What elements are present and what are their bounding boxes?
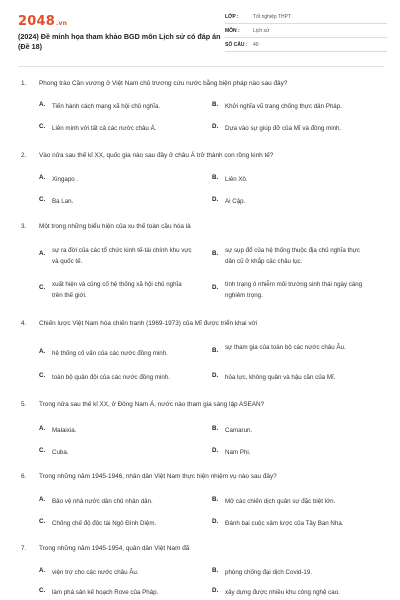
- option-letter: D.: [212, 196, 219, 203]
- option-letter: D.: [212, 372, 219, 379]
- option-text: Camarun.: [225, 427, 253, 434]
- meta-row-count: [225, 38, 387, 52]
- site-logo[interactable]: 2048.vn: [18, 14, 68, 29]
- question-text: Trong những năm 1945-1954, quân dân Việt Nam đã: [39, 545, 190, 552]
- option-c[interactable]: [39, 279, 192, 301]
- option-c[interactable]: [39, 518, 212, 529]
- option-text: tình trạng ô nhiễm môi trường sinh thái ngày càng nghiêm trọng.: [225, 281, 363, 299]
- option-d[interactable]: [212, 447, 365, 458]
- option-text: hỏa lực, không quân và hậu cần của Mĩ.: [225, 374, 336, 381]
- option-text: Liên Xô.: [225, 176, 248, 183]
- option-letter: B.: [212, 567, 219, 574]
- option-letter: D.: [212, 123, 219, 130]
- option-c[interactable]: [39, 447, 192, 458]
- option-letter: C.: [39, 518, 46, 525]
- question-text: Phong trào Cần vương ở Việt Nam chủ trương cứu nước bằng biện pháp nào sau đây?: [39, 80, 288, 87]
- option-text: Xingapo .: [52, 176, 79, 183]
- option-text: Bảo vệ nhà nước dân chủ nhân dân.: [52, 498, 153, 505]
- question-number: 4.: [21, 320, 27, 327]
- option-a[interactable]: [39, 348, 212, 359]
- option-d[interactable]: [212, 123, 365, 134]
- option-letter: C.: [39, 587, 46, 594]
- option-letter: A.: [39, 425, 46, 432]
- option-text: Ai Cập.: [225, 198, 246, 205]
- option-text: Đánh bại cuộc xâm lược của Tây Ban Nha.: [225, 520, 344, 527]
- meta-label: SỐ CÂU :: [225, 41, 248, 48]
- option-letter: B.: [212, 250, 219, 257]
- option-letter: D.: [212, 518, 219, 525]
- option-a[interactable]: [39, 245, 192, 267]
- document-header: [0, 0, 400, 62]
- option-text: Cuba.: [52, 449, 69, 456]
- option-letter: B.: [212, 425, 219, 432]
- option-a[interactable]: [39, 174, 192, 185]
- option-d[interactable]: [212, 372, 385, 383]
- option-a[interactable]: [39, 567, 212, 578]
- option-text: Dựa vào sự giúp đỡ của Mĩ và đồng minh.: [225, 125, 342, 132]
- meta-label: MÔN :: [225, 27, 240, 34]
- option-b[interactable]: [212, 425, 365, 436]
- option-text: Nam Phi.: [225, 449, 251, 456]
- option-b[interactable]: [212, 496, 395, 507]
- question-stem: [21, 473, 277, 480]
- option-letter: A.: [39, 348, 46, 355]
- option-b[interactable]: [212, 174, 365, 185]
- question-number: 2.: [21, 152, 27, 159]
- meta-row-subject: [225, 24, 387, 38]
- option-text: sự tham gia của toàn bộ các nước châu Âu.: [225, 344, 346, 351]
- option-b[interactable]: [212, 567, 395, 578]
- option-text: xây dựng được nhiều khu công nghệ cao.: [225, 589, 340, 596]
- option-letter: A.: [39, 567, 46, 574]
- question-stem: [21, 320, 257, 327]
- question-text: Một trong những biểu hiện của xu thế toàn cầu hóa là: [39, 223, 191, 230]
- option-letter: D.: [212, 447, 219, 454]
- option-b[interactable]: [212, 342, 365, 354]
- option-text: viện trợ cho các nước châu Âu.: [52, 569, 139, 576]
- option-letter: C.: [39, 196, 46, 203]
- question-number: 7.: [21, 545, 27, 552]
- option-a[interactable]: [39, 496, 212, 507]
- option-letter: D.: [212, 587, 219, 594]
- question-stem: [21, 152, 273, 159]
- option-letter: C.: [39, 123, 46, 130]
- question-stem: [21, 401, 264, 408]
- exam-meta: [225, 10, 387, 52]
- option-d[interactable]: [212, 196, 365, 207]
- meta-label: LỚP :: [225, 13, 239, 20]
- question-stem: [21, 80, 287, 87]
- question-text: Trong nửa sau thế kỉ XX, ở Đông Nam Á, nước nào tham gia sáng lập ASEAN?: [39, 401, 265, 408]
- option-d[interactable]: [212, 587, 395, 598]
- option-text: phòng chống đại dịch Covid-19.: [225, 569, 313, 576]
- option-letter: A.: [39, 174, 46, 181]
- option-text: Tiến hành cách mạng xã hội chủ nghĩa.: [52, 103, 161, 110]
- option-letter: A.: [39, 250, 46, 257]
- option-c[interactable]: [39, 372, 212, 383]
- question-number: 6.: [21, 473, 27, 480]
- page-title: (2024) Đề minh họa tham khảo BGD môn Lịch sử có đáp án (Đề 18): [18, 32, 221, 51]
- meta-value: Lịch sử: [253, 27, 270, 34]
- option-text: Ba Lan.: [52, 198, 74, 205]
- header-divider: [18, 66, 384, 67]
- option-c[interactable]: [39, 196, 192, 207]
- option-text: làm phá sản kế hoạch Rove của Pháp.: [52, 589, 159, 596]
- option-letter: B.: [212, 174, 219, 181]
- question-stem: [21, 223, 191, 230]
- question-number: 3.: [21, 223, 27, 230]
- option-a[interactable]: [39, 101, 192, 112]
- option-letter: D.: [212, 284, 219, 291]
- option-text: sự sụp đổ của hệ thống thuộc địa chủ nghĩa thực dân cũ ở khắp các châu lục.: [225, 247, 360, 265]
- option-letter: A.: [39, 496, 46, 503]
- option-b[interactable]: [212, 245, 365, 267]
- option-d[interactable]: [212, 279, 365, 301]
- question-stem: [21, 545, 189, 552]
- question-text: Chiến lược Việt Nam hóa chiến tranh (1969-1973) của Mĩ được triển khai với: [39, 320, 258, 327]
- option-text: Liên minh với tất cả các nước châu Á.: [52, 125, 157, 132]
- option-letter: C.: [39, 372, 46, 379]
- option-a[interactable]: [39, 425, 192, 436]
- option-text: xuất hiện và củng cố hệ thống xã hội chủ nghĩa trên thế giới.: [52, 281, 182, 299]
- option-text: Mở các chiến dịch quân sự đặc biệt lớn.: [225, 498, 336, 505]
- option-letter: B.: [212, 496, 219, 503]
- question-number: 5.: [21, 401, 27, 408]
- option-c[interactable]: [39, 587, 212, 598]
- option-text: sự ra đời của các tổ chức kinh tế-tài chính khu vực và quốc tế.: [52, 247, 192, 265]
- option-letter: B.: [212, 347, 219, 354]
- option-letter: B.: [212, 101, 219, 108]
- question-number: 1.: [21, 80, 27, 87]
- question-text: Vào nửa sau thế kỉ XX, quốc gia nào sau đây ở châu Á trở thành con rồng kinh tế?: [39, 152, 274, 159]
- option-text: hệ thống cố vấn của các nước đồng minh.: [52, 350, 168, 357]
- option-letter: C.: [39, 447, 46, 454]
- meta-value: 40: [253, 41, 259, 48]
- option-text: Malaixia.: [52, 427, 77, 434]
- option-text: Khởi nghĩa vũ trang chống thực dân Pháp.: [225, 103, 342, 110]
- option-letter: C.: [39, 284, 46, 291]
- option-c[interactable]: [39, 123, 192, 134]
- option-letter: A.: [39, 101, 46, 108]
- option-text: toàn bộ quân đội của các nước đồng minh.: [52, 374, 170, 381]
- question-text: Trong những năm 1945-1946, nhân dân Việt Nam thực hiện nhiệm vụ nào sau đây?: [39, 473, 277, 480]
- option-text: Chống chế độ độc tài Ngô Đình Diệm.: [52, 520, 157, 527]
- option-b[interactable]: [212, 101, 365, 112]
- meta-row-class: [225, 10, 387, 24]
- meta-value: Tốt nghiệp THPT: [253, 13, 291, 20]
- option-d[interactable]: [212, 518, 395, 529]
